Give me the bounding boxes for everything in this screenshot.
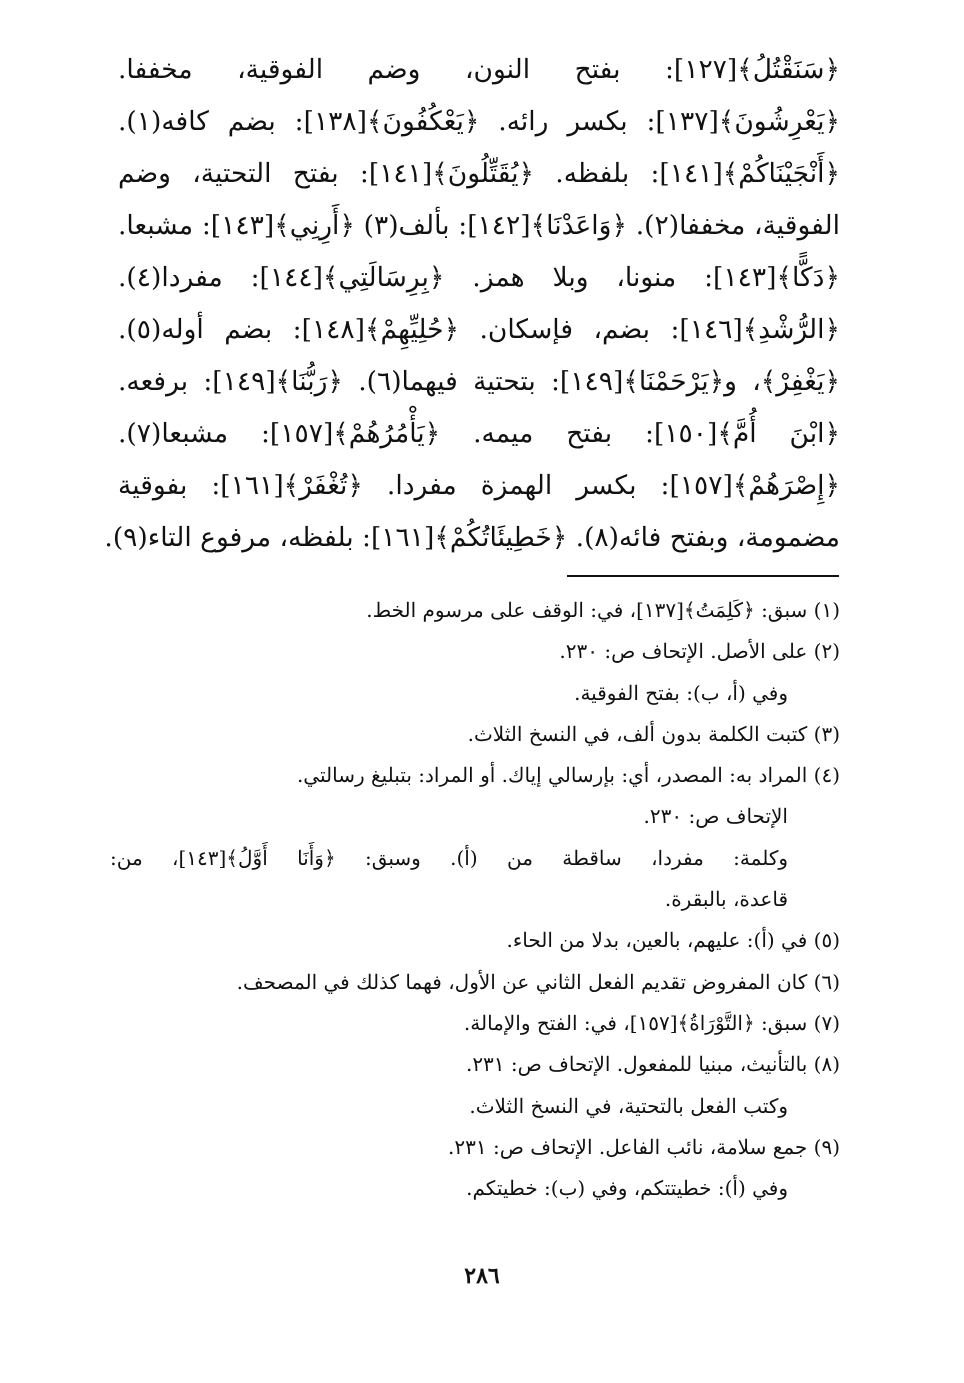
footnote-2: (٢) على الأصل. الإتحاف ص: ٢٣٠. [559,639,840,664]
text-line-5: ﴿دَكًّا﴾[١٤٣]: منونا، وبلا همز. ﴿بِرِسَالَتِي﴾[١٤٤]: مفردا(٤). [118,262,840,293]
text-line-6: ﴿الرُّشْدِ﴾[١٤٦]: بضم، فإسكان. ﴿حُلِيِّهِمْ﴾[١٤٨]: بضم أوله(٥). [118,314,840,345]
footnote-4-continuation-3: قاعدة، بالبقرة. [664,887,788,912]
footnote-9-continuation: وفي (أ): خطيتتكم، وفي (ب): خطيتكم. [466,1176,788,1201]
text-line-4: الفوقية، مخففا(٢). ﴿وَاعَدْنَا﴾[١٤٢]: بألف(٣) ﴿أَرِنِي﴾[١٤٣]: مشبعا. [118,210,840,241]
text-line-9: ﴿إِصْرَهُمْ﴾[١٥٧]: بكسر الهمزة مفردا. ﴿تُغْفَرْ﴾[١٦١]: بفوقية [118,470,840,501]
footnote-2-continuation: وفي (أ، ب): بفتح الفوقية. [574,680,788,705]
footnotes [110,590,840,1209]
footnote-divider [567,575,839,577]
text-line-8: ﴿ابْنَ أُمَّ﴾[١٥٠]: بفتح ميمه. ﴿يَأْمُرُهُمْ﴾[١٥٧]: مشبعا(٧). [118,418,840,449]
footnote-4-continuation-1: الإتحاف ص: ٢٣٠. [643,804,788,829]
footnote-9: (٩) جمع سلامة، نائب الفاعل. الإتحاف ص: ٢٣١. [448,1134,840,1159]
main-text [104,44,840,564]
footnote-6: (٦) كان المفروض تقديم الفعل الثاني عن الأول، فهما كذلك في المصحف. [236,969,840,994]
footnote-7: (٧) سبق: ﴿التَّوْرَاةُ﴾[١٥٧]، في: الفتح والإمالة. [463,1010,840,1035]
footnote-8-continuation: وكتب الفعل بالتحتية، في النسخ الثلاث. [469,1093,788,1118]
page-number: ٢٨٦ [464,1263,500,1289]
text-line-3: ﴿أَنْجَيْنَاكُمْ﴾[١٤١]: بلفظه. ﴿يُقَتِّلُونَ﴾[١٤١]: بفتح التحتية، وضم [118,158,840,189]
text-line-2: ﴿يَعْرِشُونَ﴾[١٣٧]: بكسر رائه. ﴿يَعْكُفُونَ﴾[١٣٨]: بضم كافه(١). [118,106,840,137]
footnote-4: (٤) المراد به: المصدر، أي: بإرسالي إياك. أو المراد: بتبليغ رسالتي. [296,763,840,788]
text-line-10: مضمومة، وبفتح فائه(٨). ﴿خَطِيئَاتُكُمْ﴾[١٦١]: بلفظه، مرفوع التاء(٩). [104,522,840,553]
footnote-5: (٥) في (أ): عليهم، بالعين، بدلا من الحاء. [506,928,840,953]
footnote-8: (٨) بالتأنيث، مبنيا للمفعول. الإتحاف ص: ٢٣١. [465,1052,840,1077]
footnote-4-continuation-2: وكلمة: مفردا، ساقطة من (أ). وسبق: ﴿وَأَنَا أَوَّلُ﴾[١٤٣]، من: [110,845,788,870]
text-line-7: ﴿يَغْفِرْ﴾، و﴿يَرْحَمْنَا﴾[١٤٩]: بتحتية فيهما(٦). ﴿رَبُّنَا﴾[١٤٩]: برفعه. [118,366,840,397]
footnote-1: (١) سبق: ﴿كَلِمَتُ﴾[١٣٧]، في: الوقف على مرسوم الخط. [366,598,840,622]
footnote-3: (٣) كتبت الكلمة بدون ألف، في النسخ الثلاث. [467,721,840,746]
text-line-1: ﴿سَنَقْتُلُ﴾[١٢٧]: بفتح النون، وضم الفوقية، مخففا. [118,54,840,85]
